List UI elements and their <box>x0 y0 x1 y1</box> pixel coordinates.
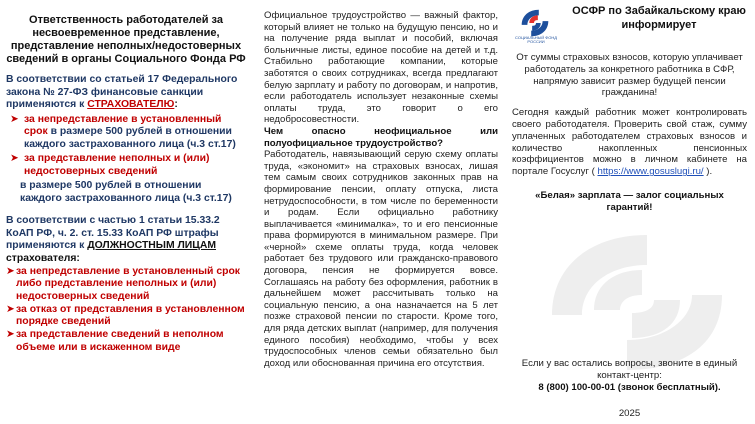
list-item-text: за непредставление в установленный срок либо представление неполных и (или) недостоверных сведений <box>16 266 241 302</box>
left-title: Ответственность работодателей за несвоевременное представление, представление неполных/недостоверных сведений в органы Социального Фонда РФ <box>6 14 246 65</box>
right-paragraph-2-end: ). <box>706 166 713 178</box>
contact-block <box>508 358 751 393</box>
logo-caption: СОЦИАЛЬНЫЙ ФОНД РОССИИ <box>515 35 557 44</box>
list-item <box>6 329 246 354</box>
right-title: ОСФР по Забайкальскому краю информирует <box>572 5 746 31</box>
section1-intro-text: В соответствии со статьей 17 Федерального закона № 27-ФЗ финансовые санкции применяются к <box>6 74 238 110</box>
header <box>508 0 751 46</box>
list-item <box>10 153 246 178</box>
middle-heading-line-1 <box>264 126 498 138</box>
section1-intro <box>6 74 246 112</box>
arrow-bullet-icon: ➤ <box>10 113 19 125</box>
list-item <box>6 303 246 329</box>
middle-paragraph-1: Официальное трудоустройство — важный фактор, который влияет не только на будущую пенсию, но и на получение ряда выплат и пособий, включая больничные листы, единое пособие на детей и т.д. Стабильно работающие компании, которые заботятся о своих сотрудниках, всегда предлагают белую зарплату и работу по договорам, и напротив, если работодатель использует незаконные схемы оплаты труда, это говорит о его недобросовестности. <box>264 10 498 126</box>
arrow-bullet-icon: ➤ <box>6 329 15 341</box>
list-item <box>10 113 246 152</box>
list-item <box>6 266 246 303</box>
list-item-red-text: за непредставление в установленный срок <box>24 113 222 137</box>
year: 2025 <box>618 408 641 419</box>
middle-heading-line-2: полуофициальное трудоустройство? <box>264 137 444 149</box>
contact-phone[interactable]: 8 (800) 100-00-01 (звонок бесплатный). <box>538 381 721 393</box>
section2-intro-text: В соответствии с частью 1 статьи 15.33.2 КоАП РФ, ч. 2. ст. 15.33 КоАП РФ штрафы применяются к <box>6 215 220 251</box>
section1-continuation: в размере 500 рублей в отношении каждого застрахованного лица (ч.3 ст.17) <box>20 180 232 204</box>
section2-list <box>6 266 246 354</box>
middle-column <box>252 0 502 424</box>
list-item-dark-text: в размере 500 рублей в отношении каждого застрахованного лица (ч.3 ст.17) <box>24 126 236 150</box>
section2-target: ДОЛЖНОСТНЫМ ЛИЦАМ <box>87 240 217 251</box>
section1-target: СТРАХОВАТЕЛЮ <box>87 99 175 110</box>
list-item-red-text: за представление неполных и (или) недостоверных сведений <box>24 153 210 177</box>
right-paragraph-2-text: Сегодня каждый работник может контролировать своего работодателя. Проверить свой стаж, сумму уплаченных работодателем страховых взносов и количество накопленных пенсионных коэффициентов можно в личном кабинете на портале Госуслуг ( <box>512 107 747 178</box>
list-item-text: за представление сведений в неполном объеме или в искаженном виде <box>16 329 224 353</box>
section2-target-suffix: страхователя: <box>6 252 80 264</box>
contact-text: Если у вас остались вопросы, звоните в единый контакт-центр: <box>521 358 738 381</box>
right-paragraph-2 <box>512 107 747 178</box>
middle-heading-text: Чем опасно неофициальное или <box>264 125 498 137</box>
arrow-bullet-icon: ➤ <box>10 153 19 164</box>
section1-target-suffix: : <box>174 99 178 110</box>
slogan: «Белая» зарплата — залог социальных гарантий! <box>535 189 724 213</box>
arrow-bullet-icon: ➤ <box>6 266 15 277</box>
section1-list <box>6 114 246 179</box>
list-item-text: за отказ от представления в установленном порядке сведений <box>16 303 245 328</box>
middle-paragraph-2: Работодатель, навязывающий серую схему оплаты труда, «экономит» на страховых взносах, лишая тем самым своих сотрудников законных прав на формирование пенсии, оплату отпуска, листа нетрудоспособности, в том числе по беременности и родам. Если официально работнику выплачивается «минималка», то и его пенсионные права формируются в минимальном размере. При «черной» схеме оплаты труда, когда человек работает без трудового или гражданско-правового договора, пенсия не формируется вовсе. Соглашаясь на работу без оформления, работник в дальнейшем может рассчитывать только на социальную пенсию, а она назначается на 5 лет позже страховой пенсии по старости. Кроме того, для ряда детских выплат (например, для получения единого пособия) необходимо, чтобы у всех трудоспособных членов семьи обязательно был доход или обоснованная причина его отсутствия. <box>264 149 498 369</box>
left-column <box>0 0 250 424</box>
section2-intro <box>6 215 246 265</box>
right-column <box>504 0 755 424</box>
sfr-watermark-icon <box>532 220 742 370</box>
gosuslugi-link[interactable]: https://www.gosuslugi.ru/ <box>597 166 704 178</box>
right-paragraph-1: От суммы страховых взносов, которую уплачивает работодатель за конкретного работника в СФР, напрямую зависит размер будущей пенсии гражданина! <box>516 52 743 99</box>
arrow-bullet-icon: ➤ <box>6 303 15 315</box>
